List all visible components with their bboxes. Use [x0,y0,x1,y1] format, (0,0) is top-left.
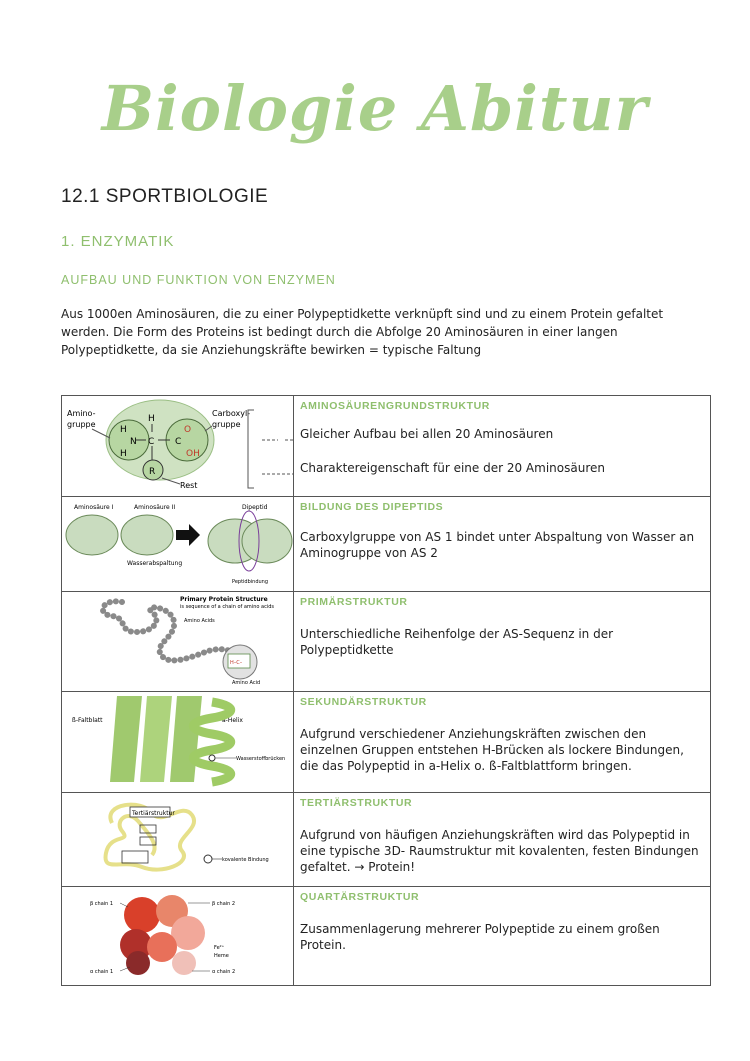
svg-text:H–C–: H–C– [230,660,243,666]
section-heading: 1. ENZYMATIK [61,233,175,250]
figure-cell [62,497,294,592]
row-text: Unterschiedliche Reihenfolge der AS-Sequenz in der Polypeptidkette [300,627,614,657]
text-cell [294,793,711,887]
atom-h2: H [120,449,127,459]
figure-cell [62,887,294,986]
atom-oh: OH [186,449,200,459]
label-as1: Aminosäure I [74,504,114,511]
dipeptide-figure [62,497,293,587]
label-heme: Heme [214,953,229,959]
table-row-tertiaer [62,793,711,887]
row-heading: BILDUNG DES DIPEPTIDS [300,501,444,513]
label-amino-2: gruppe [67,420,96,429]
label-amino-acid: Amino Acid [232,680,261,686]
amino-acid-figure [62,396,293,492]
label-rest: Rest [180,481,198,490]
label-carboxyl-2: gruppe [212,420,241,429]
table-row-primaer [62,592,711,692]
figure-cell [62,592,294,692]
row-heading: TERTIÄRSTRUKTUR [300,797,413,809]
label-primary-sub: is sequence of a chain of amino acids [180,604,274,610]
text-cell [294,396,711,497]
label-water: Wasserabspaltung [127,560,183,567]
label-beta-chain-2: β chain 2 [212,901,236,907]
page-title: Biologie Abitur [101,72,649,145]
atom-h3: H [148,414,155,424]
chapter-heading: 12.1 SPORTBIOLOGIE [61,186,269,207]
intro-paragraph: Aus 1000en Aminosäuren, die zu einer Polypeptidkette verknüpft sind und zu einem Protein gefaltet werden. Die Form des Proteins ist bedingt durch die Abfolge 20 Aminosäuren in einer langen Polypeptidkette, da sie Anziehungskräfte bewirken = typische Faltung [61,307,664,357]
row-heading: SEKUNDÄRSTRUKTUR [300,696,427,708]
text-cell [294,887,711,986]
label-sheet: ß-Faltblatt [72,717,103,724]
row-heading: QUARTÄRSTRUKTUR [300,891,420,903]
row-heading: AMINOSÄURENGRUNDSTRUKTUR [300,400,490,412]
row-text: Aufgrund von häufigen Anziehungskräften wird das Polypeptid in eine typische 3D- Raumstruktur mit kovalenten, festen Bindungen gefaltet. → Protein! [300,828,699,874]
table-row-sekundaer [62,692,711,793]
subsection-heading: AUFBAU UND FUNKTION VON ENZYMEN [61,273,336,287]
label-as2: Aminosäure II [134,504,176,511]
label-amino-acids: Amino Acids [184,618,215,624]
tertiary-structure-figure [62,793,293,882]
label-tertiary: Tertiärstruktur [132,810,175,817]
label-hbonds: Wasserstoffbrücken [236,756,286,762]
quaternary-structure-figure [62,887,293,981]
label-fe: Fe²⁺ [214,945,225,951]
table-row-quartaer [62,887,711,986]
figure-cell [62,793,294,887]
label-covalent-bond: kovalente Bindung [222,857,269,863]
table-row-aminosaeure [62,396,711,497]
figure-cell [62,396,294,497]
label-beta-chain-1: β chain 1 [90,901,114,907]
label-dipeptid: Dipeptid [242,504,268,511]
atom-n: N [130,437,137,447]
secondary-structure-figure [62,692,293,788]
primary-structure-figure [62,592,293,687]
text-cell [294,692,711,793]
figure-cell [62,692,294,793]
label-amino: Amino- [67,409,96,418]
row-text-a: Gleicher Aufbau bei allen 20 Aminosäuren [300,427,554,441]
atom-c: C [148,437,155,447]
label-alpha-chain-1: α chain 1 [90,969,114,975]
label-peptide-bond: Peptidbindung [232,579,269,585]
table-row-dipeptid [62,497,711,592]
protein-structure-table [61,395,711,986]
text-cell [294,592,711,692]
text-cell [294,497,711,592]
atom-h1: H [120,425,127,435]
row-heading: PRIMÄRSTRUKTUR [300,596,408,608]
label-primary-title: Primary Protein Structure [180,596,268,603]
row-text: Carboxylgruppe von AS 1 bindet unter Abspaltung von Wasser an Aminogruppe von AS 2 [300,530,695,560]
row-text: Aufgrund verschiedener Anziehungskräften zwischen den einzelnen Gruppen entstehen H-Brücken als lockere Bindungen, die das Polypeptid in a-Helix o. ß-Faltblattform bringen. [300,727,684,773]
row-text-b: Charaktereigenschaft für eine der 20 Aminosäuren [300,461,605,475]
label-helix: a-Helix [222,717,243,724]
label-carboxyl: Carboxyl- [212,409,251,418]
label-alpha-chain-2: α chain 2 [212,969,236,975]
atom-o: O [184,425,192,435]
atom-c2: C [175,437,182,447]
atom-r: R [149,467,156,477]
row-text: Zusammenlagerung mehrerer Polypeptide zu einem großen Protein. [300,922,660,952]
